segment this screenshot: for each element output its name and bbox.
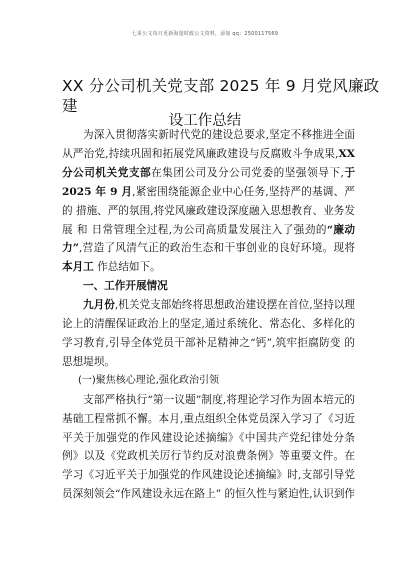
header-note: 七哥公文每日更新海量时政公文资料，添加 qq：2500117569 [131, 31, 279, 37]
intro-text-c: 在集团公司及分公司党委的坚强领导下, [151, 166, 344, 179]
document-subtitle: 设工作总结 [168, 113, 242, 129]
intro-text-e: ,营造了风清气正的政治生态和干事创业的良好环境。现将 [79, 242, 355, 255]
document-title [62, 76, 380, 116]
intro-text-f: 作总结如下。 [93, 261, 161, 274]
paragraph-theory: 支部严格执行“第一议题”制度,将理论学习作为固本培元的基础工程常抓不懈。本月,重点组织全体党员深入学习了《习近平关于加强党的作风建设论述摘编》《中国共产党纪律处分条例》以及《党政机关厉行节约反对浪费条例》等重要文件。在学习《习近平关于加强党的作风建设论述摘编》时,支部引导党员深刻领会“作风建设永远在路上” 的恒久性与紧迫性,认识到作 [62, 393, 356, 501]
document-body [62, 126, 355, 504]
intro-text-d: ,紧密围绕能源企业中心任务,坚持严的基调、严的 措施、严的氛围,将党风廉政建设深度融入思想教育、业务发展 和 日常管理全过程,为公司高质量发展注入了强劲的 [62, 185, 355, 236]
sept-bold: 九月份 [83, 299, 115, 312]
sept-text: ,机关党支部始终将思想政治建设摆在首位,坚持以理论上的清醒保证政治上的坚定,通过系统化、常态化、多样化的学习教育,引导全体党员干部补足精神之“钙”,筑牢拒腐防变 的思想堤坝。 [62, 299, 356, 368]
intro-bold-month: 本月工 [62, 261, 94, 274]
intro-bold-branch: XX 分公司机关党支部 [62, 147, 355, 179]
paragraph-september [62, 296, 355, 372]
title-line-1: XX 分公司机关党支部 2025 年 9 月党风廉政 [62, 77, 380, 95]
intro-bold-lian: “廉动力” [62, 223, 355, 255]
paragraph-intro [62, 126, 355, 277]
intro-bold-date: 于 2025 年 9 月 [62, 166, 356, 198]
subsection-heading-1: (一)聚焦核心理论,强化政治引领 [78, 374, 219, 386]
section-heading-1: 一、工作开展情况 [83, 280, 168, 293]
intro-text-a: 为深入贯彻落实新时代党的建设总要求,坚定不移推进全面从严治党,持续巩固和拓展党风廉政建设与反腐败斗争成果, [62, 129, 355, 160]
title-line-2: 建 [62, 97, 78, 115]
